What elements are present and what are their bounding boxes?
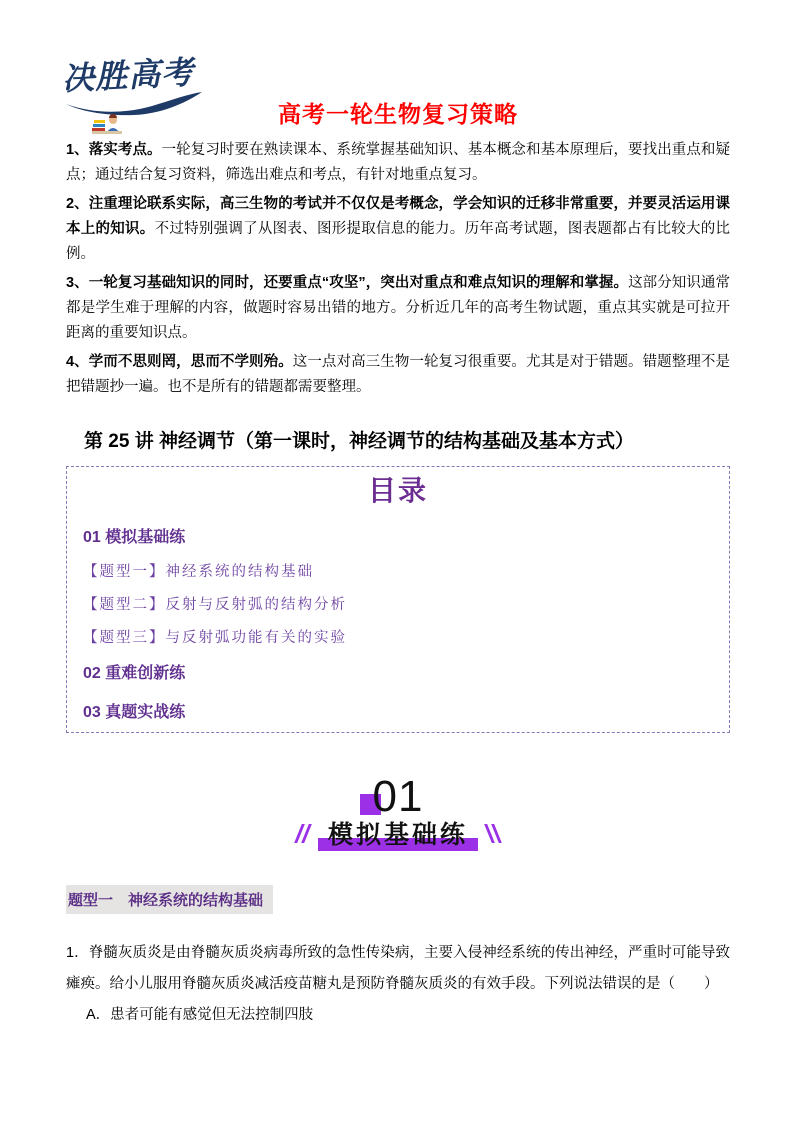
slash-marks-left-icon (298, 824, 308, 843)
toc-item-01[interactable]: 01 模拟基础练 (83, 529, 186, 546)
paragraph-lead: 4、学而不思则罔，思而不学则殆。 (66, 354, 293, 370)
strategy-paragraph (66, 271, 730, 346)
question-type-heading: 题型一 神经系统的结构基础 (66, 885, 273, 914)
paragraph-lead: 1、落实考点。 (66, 142, 162, 158)
strategy-paragraphs (66, 138, 730, 400)
toc-title: 目录 (367, 475, 428, 506)
page-content (66, 0, 730, 1031)
table-of-contents (66, 466, 730, 733)
question-text: 1．脊髓灰质炎是由脊髓灰质炎病毒所致的急性传染病，主要入侵神经系统的传出神经，严重时可能导致瘫痪。给小儿服用脊髓灰质炎减活疫苗糖丸是预防脊髓灰质炎的有效手段。下列说法错误的是（ ） (66, 945, 730, 992)
logo-calligraphy-text: 决胜高考 (61, 54, 195, 97)
paragraph-lead: 2、注重理论联系实际，高三生物的考试并不仅仅是考概念，学会知识的迁移非常重要，并要灵活运用课本上的知识。 (66, 196, 730, 237)
section-number-wrap (372, 772, 424, 821)
paragraph-body: 这部分知识通常都是学生难于理解的内容，做题时容易出错的地方。分析近几年的高考生物试题，重点其实就是可拉开距离的重要知识点。 (66, 275, 731, 341)
section-number: 01 (372, 772, 424, 821)
lecture-title: 第 25 讲 神经调节（第一课时，神经调节的结构基础及基本方式） (84, 431, 634, 452)
strategy-paragraph (66, 192, 730, 267)
toc-item-03[interactable]: 03 真题实战练 (83, 704, 186, 721)
paragraph-body: 一轮复习时要在熟读课本、系统掌握基础知识、基本概念和基本原理后，要找出重点和疑点；通过结合复习资料，筛选出难点和考点，有针对地重点复习。 (66, 142, 730, 183)
paragraph-body: 不过特别强调了从图表、图形提取信息的能力。历年高考试题，图表题都占有比较大的比例。 (66, 221, 731, 262)
section-01-banner (66, 772, 730, 851)
strategy-paragraph (66, 138, 730, 188)
paragraph-lead: 3、一轮复习基础知识的同时，还要重点“攻坚”，突出对重点和难点知识的理解和掌握。 (66, 275, 629, 291)
strategy-paragraph (66, 350, 730, 400)
paragraph-body: 这一点对高三生物一轮复习很重要。尤其是对于错题。错题整理不是把错题抄一遍。也不是所有的错题都需要整理。 (66, 354, 730, 395)
option-a[interactable]: A．患者可能有感觉但无法控制四肢 (86, 1007, 314, 1023)
section-label-wrap (318, 815, 478, 851)
page-title: 高考一轮生物复习策略 (278, 101, 518, 127)
toc-item-type3[interactable]: 【题型三】与反射弧功能有关的实验 (83, 630, 347, 646)
section-label: 模拟基础练 (327, 821, 468, 849)
toc-item-type2[interactable]: 【题型二】反射与反射弧的结构分析 (83, 597, 347, 613)
section-label-row (66, 815, 730, 851)
toc-item-02[interactable]: 02 重难创新练 (83, 665, 186, 682)
question-1 (66, 938, 730, 1031)
toc-item-type1[interactable]: 【题型一】神经系统的结构基础 (83, 564, 314, 580)
slash-marks-right-icon (488, 824, 498, 843)
